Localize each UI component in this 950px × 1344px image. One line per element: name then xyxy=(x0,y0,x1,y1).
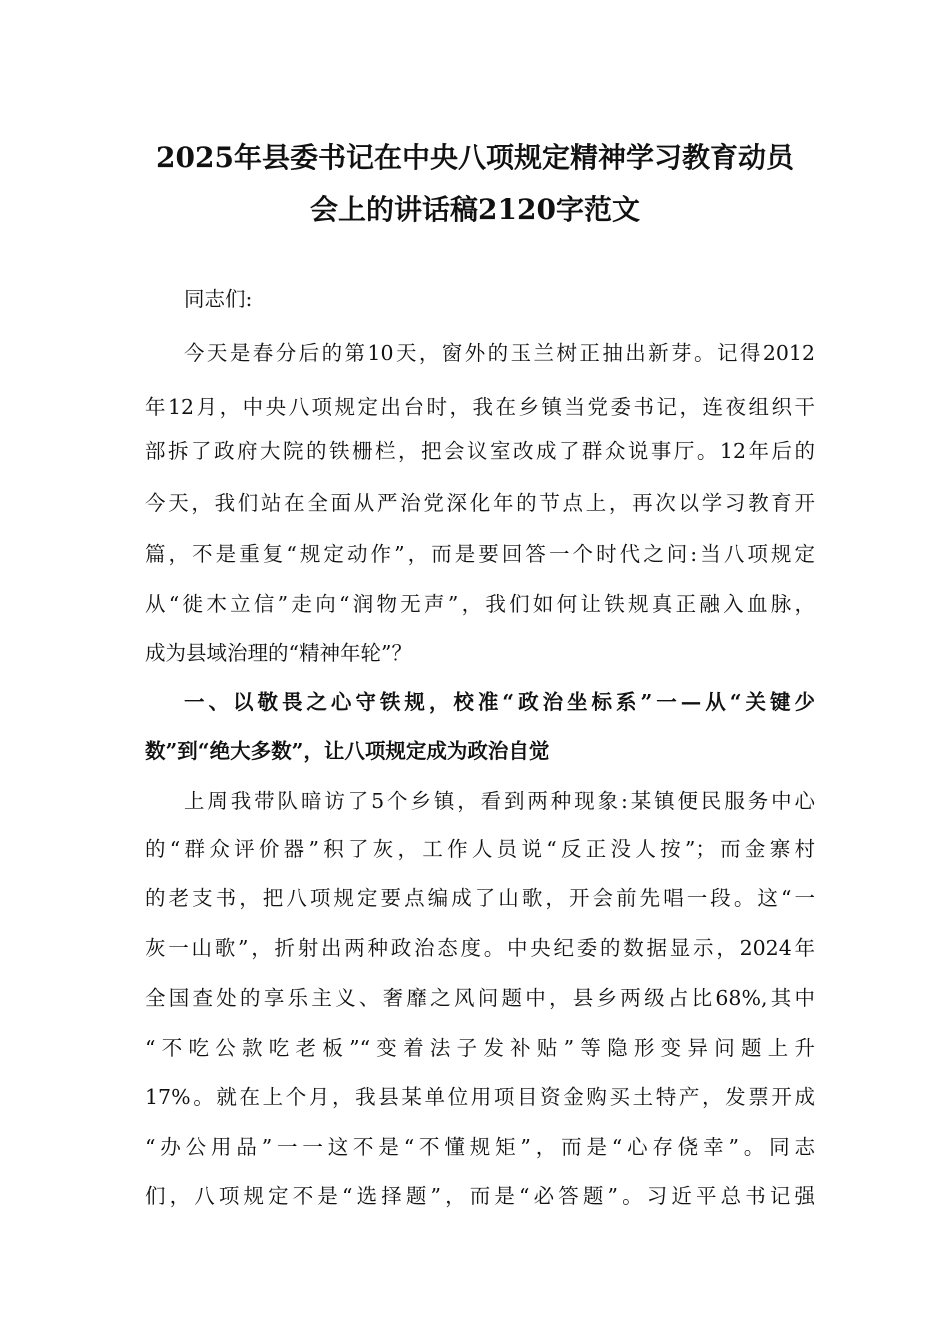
paragraph-1-line: 成为县域治理的“精神年轮”？ xyxy=(145,641,412,665)
paragraph-1-line: 篇，不是重复“规定动作”，而是要回答一个时代之问:当八项规定 xyxy=(145,542,815,566)
section-heading-1-line: 数”到“绝大多数”，让八项规定成为政治自觉 xyxy=(145,739,550,763)
document-title-line-2: 会上的讲话稿2120字范文 xyxy=(310,193,640,226)
paragraph-2-line: 全国查处的享乐主义、奢靡之风问题中，县乡两级占比68%,其中 xyxy=(145,986,815,1010)
paragraph-2-line: 的老支书，把八项规定要点编成了山歌，开会前先唱一段。这“一 xyxy=(145,886,815,910)
salutation: 同志们: xyxy=(184,287,253,311)
paragraph-2-line: 们，八项规定不是“选择题”，而是“必答题”。习近平总书记强 xyxy=(145,1184,815,1208)
section-heading-1-line: 一、以敬畏之心守铁规，校准“政治坐标系”一—从“关键少 xyxy=(184,690,815,714)
paragraph-1-line: 从“徙木立信”走向“润物无声”，我们如何让铁规真正融入血脉， xyxy=(145,592,815,616)
paragraph-1-line: 今天是春分后的第10天，窗外的玉兰树正抽出新芽。记得2012 xyxy=(184,341,815,365)
paragraph-2-line: “办公用品”一一这不是“不懂规矩”，而是“心存侥幸”。同志 xyxy=(145,1135,815,1159)
paragraph-2-line: “不吃公款吃老板”“变着法子发补贴”等隐形变异问题上升 xyxy=(145,1036,815,1060)
paragraph-2-line: 17%。就在上个月，我县某单位用项目资金购买土特产，发票开成 xyxy=(145,1085,815,1109)
paragraph-1-line: 部拆了政府大院的铁栅栏，把会议室改成了群众说事厅。12年后的 xyxy=(145,439,815,463)
paragraph-2-line: 灰一山歌”，折射出两种政治态度。中央纪委的数据显示，2024年 xyxy=(145,936,815,960)
paragraph-2-line: 的“群众评价器”积了灰，工作人员说“反正没人按”；而金寨村 xyxy=(145,837,815,861)
paragraph-1-line: 今天，我们站在全面从严治党深化年的节点上，再次以学习教育开 xyxy=(145,491,815,515)
document-title-line-1: 2025年县委书记在中央八项规定精神学习教育动员 xyxy=(156,141,794,174)
paragraph-1-line: 年12月，中央八项规定出台时，我在乡镇当党委书记，连夜组织干 xyxy=(145,395,815,419)
paragraph-2-line: 上周我带队暗访了5个乡镇，看到两种现象:某镇便民服务中心 xyxy=(184,789,815,813)
